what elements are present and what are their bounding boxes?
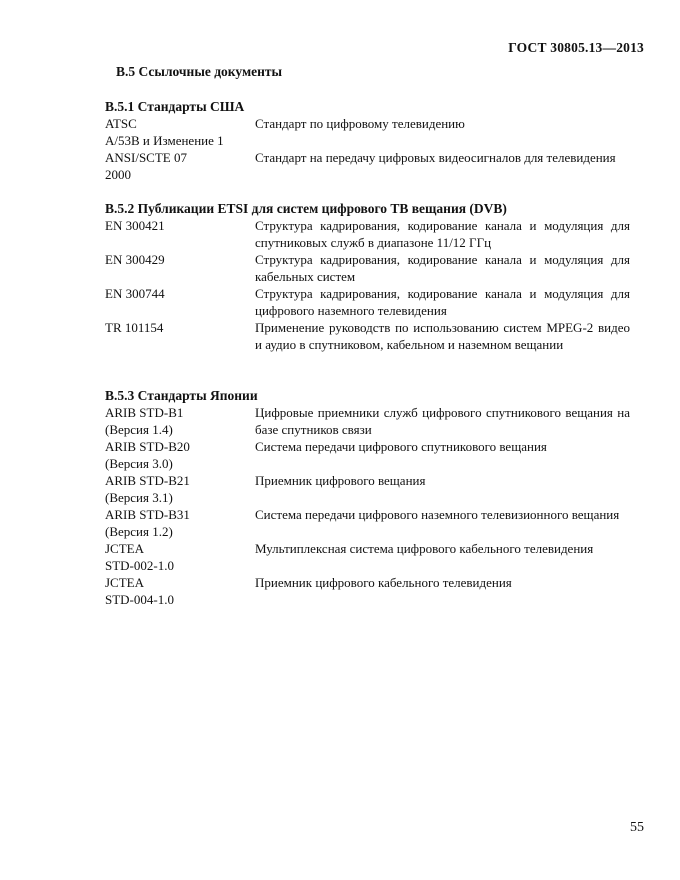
reference-entry bbox=[105, 404, 630, 438]
reference-entry bbox=[105, 319, 630, 353]
document-id: ГОСТ 30805.13—2013 bbox=[508, 40, 644, 55]
reference-description: Стандарт на передачу цифровых видеосигналов для телевидения bbox=[255, 150, 616, 165]
reference-description: Система передачи цифрового спутникового вещания bbox=[255, 439, 547, 454]
page-number: 55 bbox=[630, 820, 644, 835]
reference-entry bbox=[105, 251, 630, 285]
reference-code: ARIB STD-B31 (Версия 1.2) bbox=[105, 507, 190, 539]
reference-description: Структура кадрирования, кодирование канала и модуляция для спутниковых служб в диапазоне 11/12 ГГц bbox=[255, 218, 630, 250]
subsection-title: В.5.2 Публикации ETSI для систем цифрового ТВ вещания (DVB) bbox=[105, 201, 507, 216]
reference-code: ATSC A/53B и Изменение 1 bbox=[105, 116, 224, 148]
reference-entry bbox=[105, 506, 630, 540]
reference-description: Структура кадрирования, кодирование канала и модуляция для кабельных систем bbox=[255, 252, 630, 284]
subsection-title: В.5.3 Стандарты Японии bbox=[105, 388, 258, 403]
reference-code: EN 300744 bbox=[105, 286, 165, 301]
reference-entry bbox=[105, 115, 630, 149]
reference-code: ARIB STD-B21 (Версия 3.1) bbox=[105, 473, 190, 505]
reference-entry bbox=[105, 472, 630, 506]
reference-entry bbox=[105, 540, 630, 574]
reference-entry bbox=[105, 285, 630, 319]
reference-code: ANSI/SCTE 07 2000 bbox=[105, 150, 187, 182]
reference-entry bbox=[105, 217, 630, 251]
reference-description: Приемник цифрового кабельного телевидения bbox=[255, 575, 512, 590]
reference-entry bbox=[105, 438, 630, 472]
reference-description: Применение руководств по использованию систем MPEG-2 видео и аудио в спутниковом, кабельном и наземном вещании bbox=[255, 320, 630, 352]
subsection-usa bbox=[105, 98, 630, 183]
subsection-etsi bbox=[105, 200, 630, 353]
reference-code: TR 101154 bbox=[105, 320, 164, 335]
reference-description: Система передачи цифрового наземного телевизионного вещания bbox=[255, 507, 620, 522]
reference-entry bbox=[105, 149, 630, 183]
reference-code: ARIB STD-B20 (Версия 3.0) bbox=[105, 439, 190, 471]
reference-entry bbox=[105, 574, 630, 608]
subsection-japan bbox=[105, 387, 630, 608]
section-title: В.5 Ссылочные документы bbox=[116, 64, 283, 79]
reference-code: JCTEA STD-004-1.0 bbox=[105, 575, 174, 607]
reference-code: JCTEA STD-002-1.0 bbox=[105, 541, 174, 573]
reference-description: Приемник цифрового вещания bbox=[255, 473, 426, 488]
reference-code: ARIB STD-B1 (Версия 1.4) bbox=[105, 405, 184, 437]
reference-code: EN 300429 bbox=[105, 252, 165, 267]
subsection-title: В.5.1 Стандарты США bbox=[105, 99, 245, 114]
reference-description: Цифровые приемники служб цифрового спутникового вещания на базе спутников связи bbox=[255, 405, 630, 437]
reference-description: Структура кадрирования, кодирование канала и модуляция для цифрового наземного телевидения bbox=[255, 286, 630, 318]
reference-code: EN 300421 bbox=[105, 218, 165, 233]
reference-description: Мультиплексная система цифрового кабельного телевидения bbox=[255, 541, 594, 556]
reference-description: Стандарт по цифровому телевидению bbox=[255, 116, 465, 131]
